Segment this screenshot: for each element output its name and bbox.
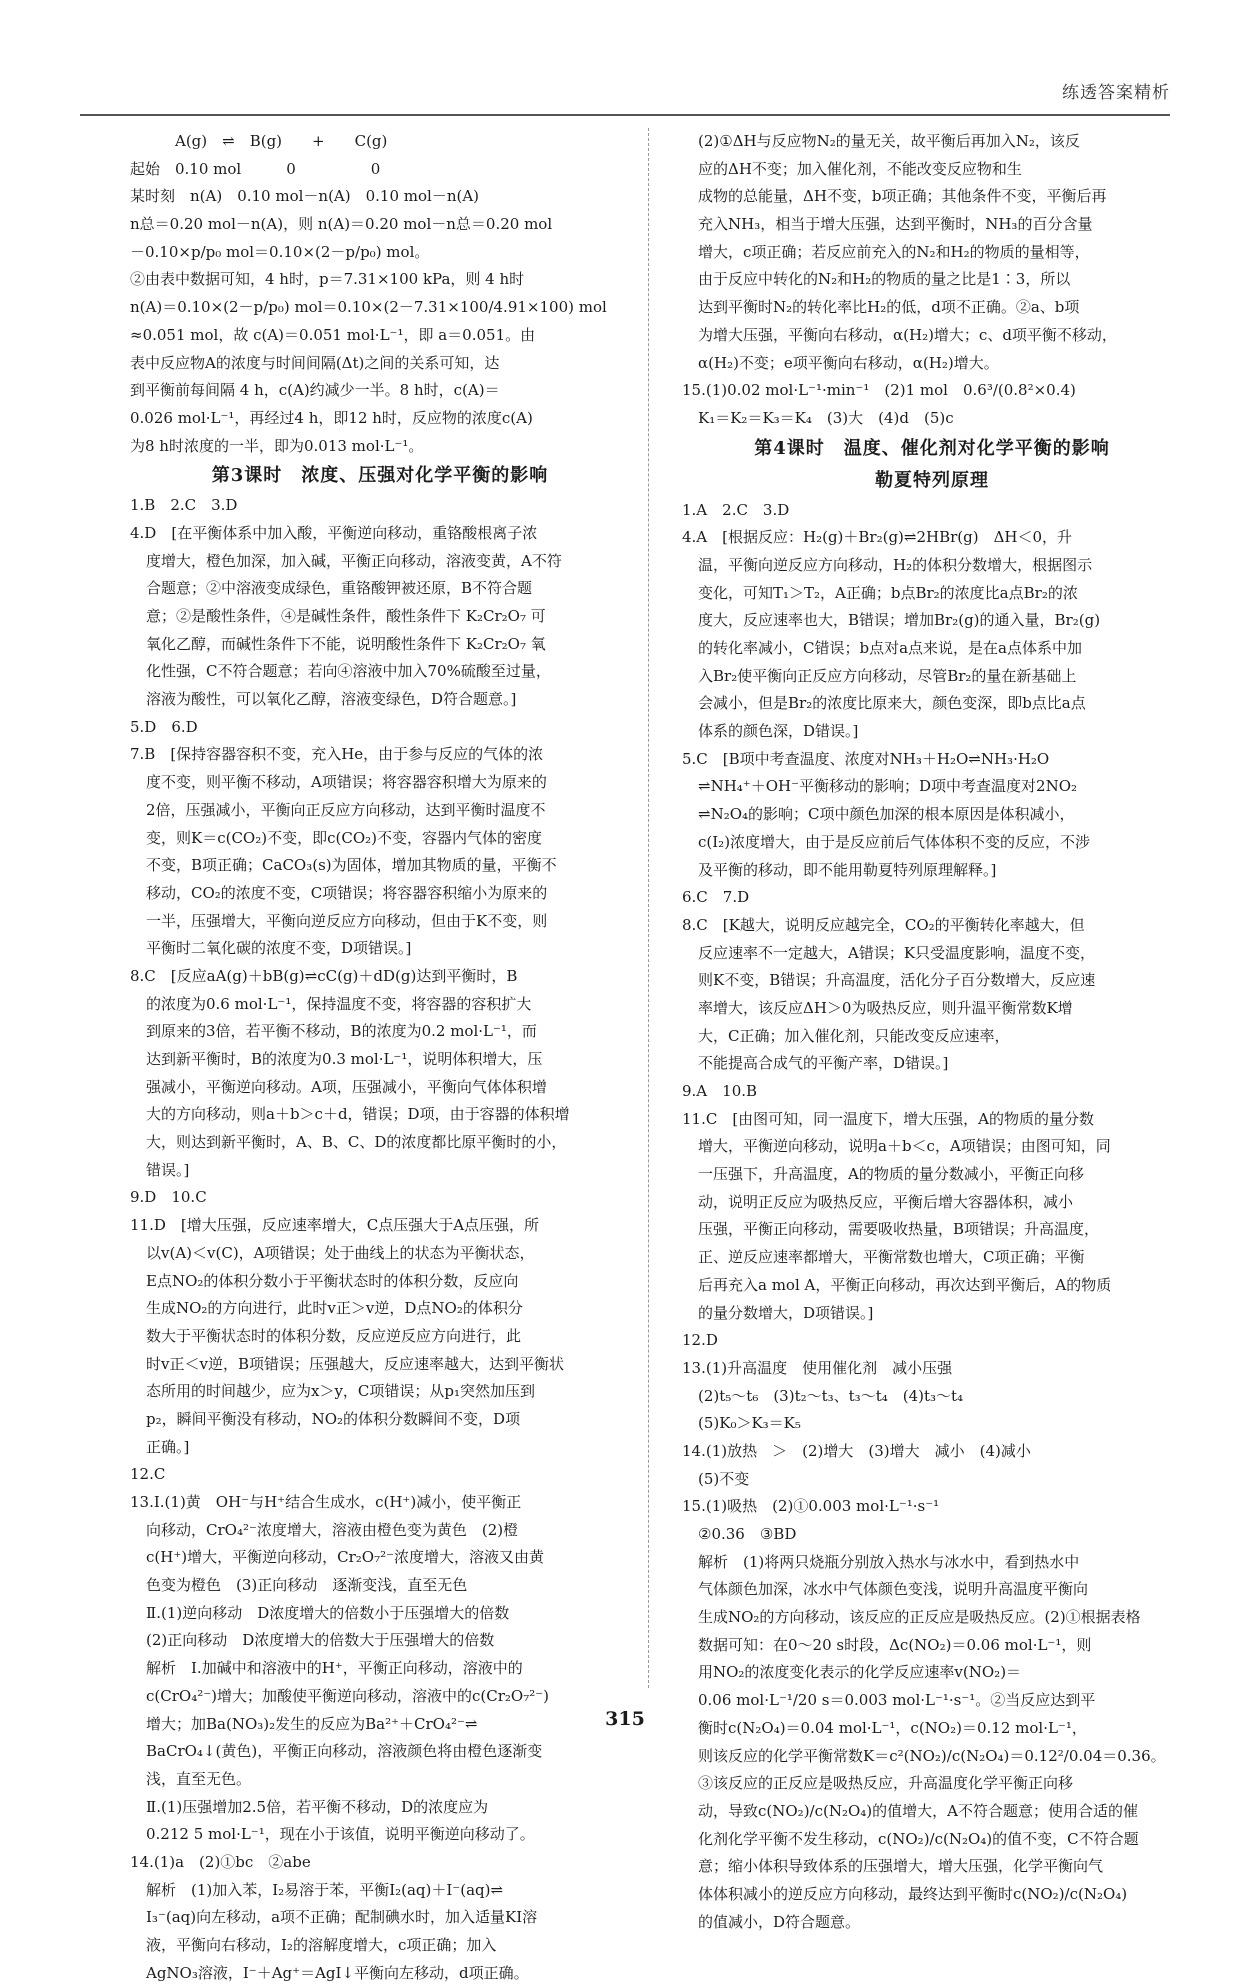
answer-line: 表中反应物A的浓度与时间间隔(Δt)之间的关系可知，达 xyxy=(130,353,500,372)
answer-line: 意；②是酸性条件，④是碱性条件，酸性条件下 K₂Cr₂O₇ 可 xyxy=(146,607,546,625)
answer-line: 正确。] xyxy=(146,1437,190,1456)
answer-line: 一半，压强增大，平衡向逆反应方向移动，但由于K不变，则 xyxy=(146,911,548,930)
answer-line: 错误。] xyxy=(146,1160,190,1179)
answer-line: 的值减小，D符合题意。 xyxy=(698,1912,861,1931)
answer-line: 达到新平衡时，B的浓度为0.3 mol·L⁻¹，说明体积增大，压 xyxy=(146,1050,543,1068)
page-header xyxy=(80,78,1170,118)
answer-line: 度不变，则平衡不移动，A项错误；将容器容积增大为原来的 xyxy=(146,773,547,792)
answer-line: 数大于平衡状态时的体积分数，反应逆反应方向进行，此 xyxy=(146,1326,522,1345)
answer-line: 平衡时二氧化碳的浓度不变，D项错误。] xyxy=(146,939,412,958)
answer-line: 到平衡前每间隔 4 h，c(A)约减少一半。8 h时，c(A)＝ xyxy=(130,381,500,400)
answer-line: 增大，c项正确；若反应前充入的N₂和H₂的物质的量相等， xyxy=(698,242,1090,261)
answer-line: 动，导致c(NO₂)/c(N₂O₄)的值增大，A不符合题意；使用合适的催 xyxy=(698,1801,1138,1820)
answer-line: Ⅱ.(1)逆向移动 D浓度增大的倍数小于压强增大的倍数 xyxy=(146,1603,510,1622)
answer-line: 12.C xyxy=(130,1465,166,1484)
answer-line: 11.C [由图可知，同一温度下，增大压强，A的物质的量分数 xyxy=(682,1109,1095,1128)
answer-line: (5)K₀＞K₃＝K₅ xyxy=(698,1414,801,1433)
answer-line: α(H₂)不变；e项平衡向右移动，α(H₂)增大。 xyxy=(698,353,999,372)
answer-line: (2)t₅～t₆ (3)t₂～t₃、t₃～t₄ (4)t₃～t₄ xyxy=(698,1386,964,1405)
answer-line: 11.D [增大压强，反应速率增大，C点压强大于A点压强，所 xyxy=(130,1216,540,1235)
answer-line: ②由表中数据可知，4 h时，p＝7.31×100 kPa，则 4 h时 xyxy=(130,270,525,289)
answer-line: 的浓度为0.6 mol·L⁻¹，保持温度不变，将容器的容积扩大 xyxy=(146,994,532,1013)
answer-line: 9.A 10.B xyxy=(682,1082,758,1100)
answer-line: 移动，CO₂的浓度不变，C项错误；将容器容积缩小为原来的 xyxy=(146,883,548,902)
answer-line: 0.06 mol·L⁻¹/20 s＝0.003 mol·L⁻¹·s⁻¹。②当反应达到平 xyxy=(698,1691,1096,1710)
answer-line: 合题意；②中溶液变成绿色，重铬酸钾被还原，B不符合题 xyxy=(146,579,533,598)
answer-line: 衡时c(N₂O₄)＝0.04 mol·L⁻¹，c(NO₂)＝0.12 mol·L⁻¹， xyxy=(698,1718,1087,1737)
answer-line: 1.A 2.C 3.D xyxy=(682,500,790,519)
answer-line: 一压强下，升高温度，A的物质的量分数减小，平衡正向移 xyxy=(698,1165,1084,1184)
answer-line: (2)①ΔH与反应物N₂的量无关，故平衡后再加入N₂，该反 xyxy=(698,132,1080,150)
answer-line: 体体积减小的逆反应方向移动，最终达到平衡时c(NO₂)/c(N₂O₄) xyxy=(698,1884,1128,1903)
answer-line: ⇌N₂O₄的影响；C项中颜色加深的根本原因是体积减小， xyxy=(698,805,1075,824)
answer-line: 1.B 2.C 3.D xyxy=(130,496,238,515)
answer-line: 4.A [根据反应：H₂(g)＋Br₂(g)⇌2HBr(g) ΔH＜0，升 xyxy=(682,528,1073,547)
answer-line: 大，则达到新平衡时，A、B、C、D的浓度都比原平衡时的小， xyxy=(146,1133,567,1152)
answer-line: ≈0.051 mol，故 c(A)＝0.051 mol·L⁻¹，即 a＝0.051。由 xyxy=(130,325,536,344)
answer-line: 14.(1)a (2)①bc ②abe xyxy=(130,1852,311,1871)
answer-line: c(CrO₄²⁻)增大；加酸使平衡逆向移动，溶液中的c(Cr₂O₇²⁻) xyxy=(146,1686,550,1705)
answer-line: 2倍，压强减小，平衡向正反应方向移动，达到平衡时温度不 xyxy=(146,800,546,819)
answer-line: 强减小，平衡逆向移动。A项，压强减小，平衡向气体体积增 xyxy=(146,1077,547,1096)
section-heading: 第3课时 浓度、压强对化学平衡的影响 xyxy=(211,465,549,487)
answer-line: 态所用的时间越少，应为x＞y，C项错误；从p₁突然加压到 xyxy=(146,1382,536,1401)
answer-line: 为8 h时浓度的一半，即为0.013 mol·L⁻¹。 xyxy=(130,436,424,455)
answer-line: 5.D 6.D xyxy=(130,717,198,736)
answer-line: ③该反应的正反应是吸热反应，升高温度化学平衡正向移 xyxy=(698,1774,1074,1793)
section-heading: 勒夏特列原理 xyxy=(875,469,989,491)
answer-line: 12.D xyxy=(682,1331,718,1350)
answer-line: c(I₂)浓度增大，由于是反应前后气体体积不变的反应，不涉 xyxy=(698,832,1091,851)
answer-line: 解析 (1)将两只烧瓶分别放入热水与冰水中，看到热水中 xyxy=(698,1552,1080,1571)
header-title: 练透答案精析 xyxy=(1062,83,1170,103)
answer-line: 则K不变，B错误；升高温度，活化分子百分数增大，反应速 xyxy=(698,971,1096,990)
answer-line: 6.C 7.D xyxy=(682,888,750,907)
answer-line: Ⅱ.(1)压强增加2.5倍，若平衡不移动，D的浓度应为 xyxy=(146,1797,489,1816)
answer-line: c(H⁺)增大，平衡逆向移动，Cr₂O₇²⁻浓度增大，溶液又由黄 xyxy=(146,1548,545,1567)
answer-line: 4.D [在平衡体系中加入酸，平衡逆向移动，重铬酸根离子浓 xyxy=(130,523,538,542)
answer-line: ⇌NH₄⁺＋OH⁻平衡移动的影响；D项中考查温度对2NO₂ xyxy=(698,777,1078,796)
answer-line: n总＝0.20 mol－n(A)，则 n(A)＝0.20 mol－n总＝0.20 mol xyxy=(130,215,553,234)
answer-line: 向移动，CrO₄²⁻浓度增大，溶液由橙色变为黄色 (2)橙 xyxy=(146,1520,519,1539)
answer-line: 氧化乙醇，而碱性条件下不能，说明酸性条件下 K₂Cr₂O₇ 氧 xyxy=(146,634,546,653)
answer-line: BaCrO₄↓(黄色)，平衡正向移动，溶液颜色将由橙色逐渐变 xyxy=(146,1742,543,1761)
page-number: 315 xyxy=(605,1708,645,1730)
answer-line: 解析 Ⅰ.加碱中和溶液中的H⁺，平衡正向移动，溶液中的 xyxy=(146,1659,523,1678)
answer-line: K₁＝K₂＝K₃＝K₄ (3)大 (4)d (5)c xyxy=(698,408,954,427)
answer-line: 率增大，该反应ΔH＞0为吸热反应，则升温平衡常数K增 xyxy=(698,998,1073,1017)
answer-line: 以v(A)＜v(C)，A项错误；处于曲线上的状态为平衡状态， xyxy=(146,1243,535,1262)
column-divider xyxy=(648,128,649,1688)
answer-line: 5.C [B项中考查温度、浓度对NH₃＋H₂O⇌NH₃·H₂O xyxy=(682,749,1050,768)
answer-line: AgNO₃溶液，I⁻＋Ag⁺＝AgI↓平衡向左移动，d项正确。 xyxy=(146,1963,529,1982)
answer-line: (2)正向移动 D浓度增大的倍数大于压强增大的倍数 xyxy=(146,1631,495,1650)
section-heading: 第4课时 温度、催化剂对化学平衡的影响 xyxy=(754,437,1110,459)
answer-line: 化性强，C不符合题意；若向④溶液中加入70%硫酸至过量， xyxy=(146,662,551,681)
answer-line: 后再充入a mol A，平衡正向移动，再次达到平衡后，A的物质 xyxy=(698,1275,1112,1294)
answer-line: 会减小，但是Br₂的浓度比原来大，颜色变深，即b点比a点 xyxy=(698,694,1086,713)
answer-line: A(g) ⇌ B(g) + C(g) xyxy=(130,132,388,150)
answer-line: 9.D 10.C xyxy=(130,1188,207,1207)
answer-line: ②0.36 ③BD xyxy=(698,1525,797,1543)
answer-line: 动，说明正反应为吸热反应，平衡后增大容器体积，减小 xyxy=(698,1192,1074,1211)
answer-line: 15.(1)吸热 (2)①0.003 mol·L⁻¹·s⁻¹ xyxy=(682,1497,940,1516)
answer-line: 变，则K＝c(CO₂)不变，即c(CO₂)不变，容器内气体的密度 xyxy=(146,828,542,847)
answer-line: 大，C正确；加入催化剂，只能改变反应速率， xyxy=(698,1026,1010,1045)
answer-line: E点NO₂的体积分数小于平衡状态时的体积分数，反应向 xyxy=(146,1271,519,1290)
answer-line: 13.Ⅰ.(1)黄 OH⁻与H⁺结合生成水，c(H⁺)减小，使平衡正 xyxy=(130,1493,522,1511)
answer-line: 解析 (1)加入苯，I₂易溶于苯，平衡I₂(aq)＋I⁻(aq)⇌ xyxy=(146,1880,504,1899)
answer-line: 某时刻 n(A) 0.10 mol－n(A) 0.10 mol－n(A) xyxy=(130,187,480,206)
answer-line: (5)不变 xyxy=(698,1469,750,1488)
answer-line: 时v正＜v逆，B项错误；压强越大，反应速率越大，达到平衡状 xyxy=(146,1354,564,1373)
answer-line: 生成NO₂的方向进行，此时v正＞v逆，D点NO₂的体积分 xyxy=(146,1299,523,1318)
answer-line: 增大，平衡逆向移动，说明a＋b＜c，A项错误；由图可知，同 xyxy=(698,1137,1111,1156)
answer-line: 入Br₂使平衡向正反应方向移动，尽管Br₂的量在新基础上 xyxy=(698,666,1077,685)
answer-line: 温，平衡向逆反应方向移动，H₂的体积分数增大，根据图示 xyxy=(698,555,1093,574)
answer-line: 0.212 5 mol·L⁻¹，现在小于该值，说明平衡逆向移动了。 xyxy=(146,1825,535,1844)
answer-line: 13.(1)升高温度 使用催化剂 减小压强 xyxy=(682,1358,953,1377)
answer-line: 大的方向移动，则a＋b＞c＋d，错误；D项，由于容器的体积增 xyxy=(146,1105,570,1124)
answer-line: 度大，反应速率也大，B错误；增加Br₂(g)的通入量，Br₂(g) xyxy=(698,611,1101,630)
answer-line: 体系的颜色深，D错误。] xyxy=(698,722,859,741)
answer-line: 用NO₂的浓度变化表示的化学反应速率v(NO₂)＝ xyxy=(698,1663,1022,1682)
answer-line: 不变，B项正确；CaCO₃(s)为固体，增加其物质的量，平衡不 xyxy=(146,856,557,875)
answer-line: 正、逆反应速率都增大，平衡常数也增大，C项正确；平衡 xyxy=(698,1248,1085,1267)
answer-line: 数据可知：在0～20 s时段，Δc(NO₂)＝0.06 mol·L⁻¹，则 xyxy=(698,1635,1092,1654)
answer-line: 则该反应的化学平衡常数K＝c²(NO₂)/c(N₂O₄)＝0.12²/0.04＝0.36。 xyxy=(698,1746,1166,1765)
answer-line: 的量分数增大，D项错误。] xyxy=(698,1303,874,1322)
answer-line: n(A)＝0.10×(2－p/p₀) mol＝0.10×(2－7.31×100/4.91×100) mol xyxy=(130,298,607,317)
answer-line: 及平衡的移动，即不能用勒夏特列原理解释。] xyxy=(698,860,997,879)
answer-line: 溶液为酸性，可以氧化乙醇，溶液变绿色，D符合题意。] xyxy=(146,690,517,709)
answer-line: 8.C [K越大，说明反应越完全，CO₂的平衡转化率越大，但 xyxy=(682,915,1085,934)
answer-line: 成物的总能量，ΔH不变，b项正确；其他条件不变，平衡后再 xyxy=(698,187,1107,206)
answer-line: 压强，平衡正向移动，需要吸收热量，B项错误；升高温度， xyxy=(698,1220,1100,1239)
answer-line: 达到平衡时N₂的转化率比H₂的低，d项不正确。②a、b项 xyxy=(698,298,1080,317)
answer-line: 液，平衡向右移动，I₂的溶解度增大，c项正确；加入 xyxy=(146,1936,497,1954)
answer-line: 色变为橙色 (3)正向移动 逐渐变浅，直至无色 xyxy=(146,1576,468,1595)
answer-line: 气体颜色加深，冰水中气体颜色变浅，说明升高温度平衡向 xyxy=(698,1580,1089,1599)
answer-line: 增大；加Ba(NO₃)₂发生的反应为Ba²⁺＋CrO₄²⁻⇌ xyxy=(146,1714,478,1733)
answer-line: 到原来的3倍，若平衡不移动，B的浓度为0.2 mol·L⁻¹，而 xyxy=(146,1022,537,1041)
answer-line: 8.C [反应aA(g)＋bB(g)⇌cC(g)＋dD(g)达到平衡时，B xyxy=(130,966,518,985)
answer-line: －0.10×p/p₀ mol＝0.10×(2－p/p₀) mol。 xyxy=(130,242,430,261)
answer-line: 化剂化学平衡不发生移动，c(NO₂)/c(N₂O₄)的值不变，C不符合题 xyxy=(698,1829,1139,1848)
answer-line: p₂，瞬间平衡没有移动，NO₂的体积分数瞬间不变，D项 xyxy=(146,1409,521,1428)
answer-line: 15.(1)0.02 mol·L⁻¹·min⁻¹ (2)1 mol 0.6³/(0.8²×0.4) xyxy=(682,381,1076,400)
answer-line: 意；缩小体积导致体系的压强增大，增大压强，化学平衡向气 xyxy=(698,1857,1104,1876)
answer-line: 生成NO₂的方向移动，该反应的正反应是吸热反应。(2)①根据表格 xyxy=(698,1608,1141,1627)
answer-line: 的转化率减小，C错误；b点对a点来说，是在a点体系中加 xyxy=(698,639,1082,657)
answer-line: 起始 0.10 mol 0 0 xyxy=(130,159,381,178)
header-rule xyxy=(80,114,1170,116)
answer-line: 由于反应中转化的N₂和H₂的物质的量之比是1∶3，所以 xyxy=(698,270,1071,289)
answer-line: 14.(1)放热 ＞ (2)增大 (3)增大 减小 (4)减小 xyxy=(682,1441,1031,1460)
answer-line: 充入NH₃，相当于增大压强，达到平衡时，NH₃的百分含量 xyxy=(698,215,1093,234)
answer-line: 应的ΔH不变；加入催化剂，不能改变反应物和生 xyxy=(698,159,1022,178)
answer-line: 不能提高合成气的平衡产率，D错误。] xyxy=(698,1054,949,1073)
answer-line: I₃⁻(aq)向左移动，a项不正确；配制碘水时，加入适量KI溶 xyxy=(146,1908,538,1927)
answer-line: 7.B [保持容器容积不变，充入He，由于参与反应的气体的浓 xyxy=(130,745,544,764)
answer-line: 浅，直至无色。 xyxy=(146,1769,252,1788)
answer-line: 反应速率不一定越大，A错误；K只受温度影响，温度不变， xyxy=(698,943,1096,962)
answer-line: 变化，可知T₁＞T₂，A正确；b点Br₂的浓度比a点Br₂的浓 xyxy=(698,583,1078,602)
answer-line: 0.026 mol·L⁻¹，再经过4 h，即12 h时，反应物的浓度c(A) xyxy=(130,408,533,427)
right-column xyxy=(682,128,1182,1936)
answer-line: 度增大，橙色加深，加入碱，平衡正向移动，溶液变黄，A不符 xyxy=(146,551,562,570)
answer-line: 为增大压强，平衡向右移动，α(H₂)增大；c、d项平衡不移动， xyxy=(698,325,1117,344)
